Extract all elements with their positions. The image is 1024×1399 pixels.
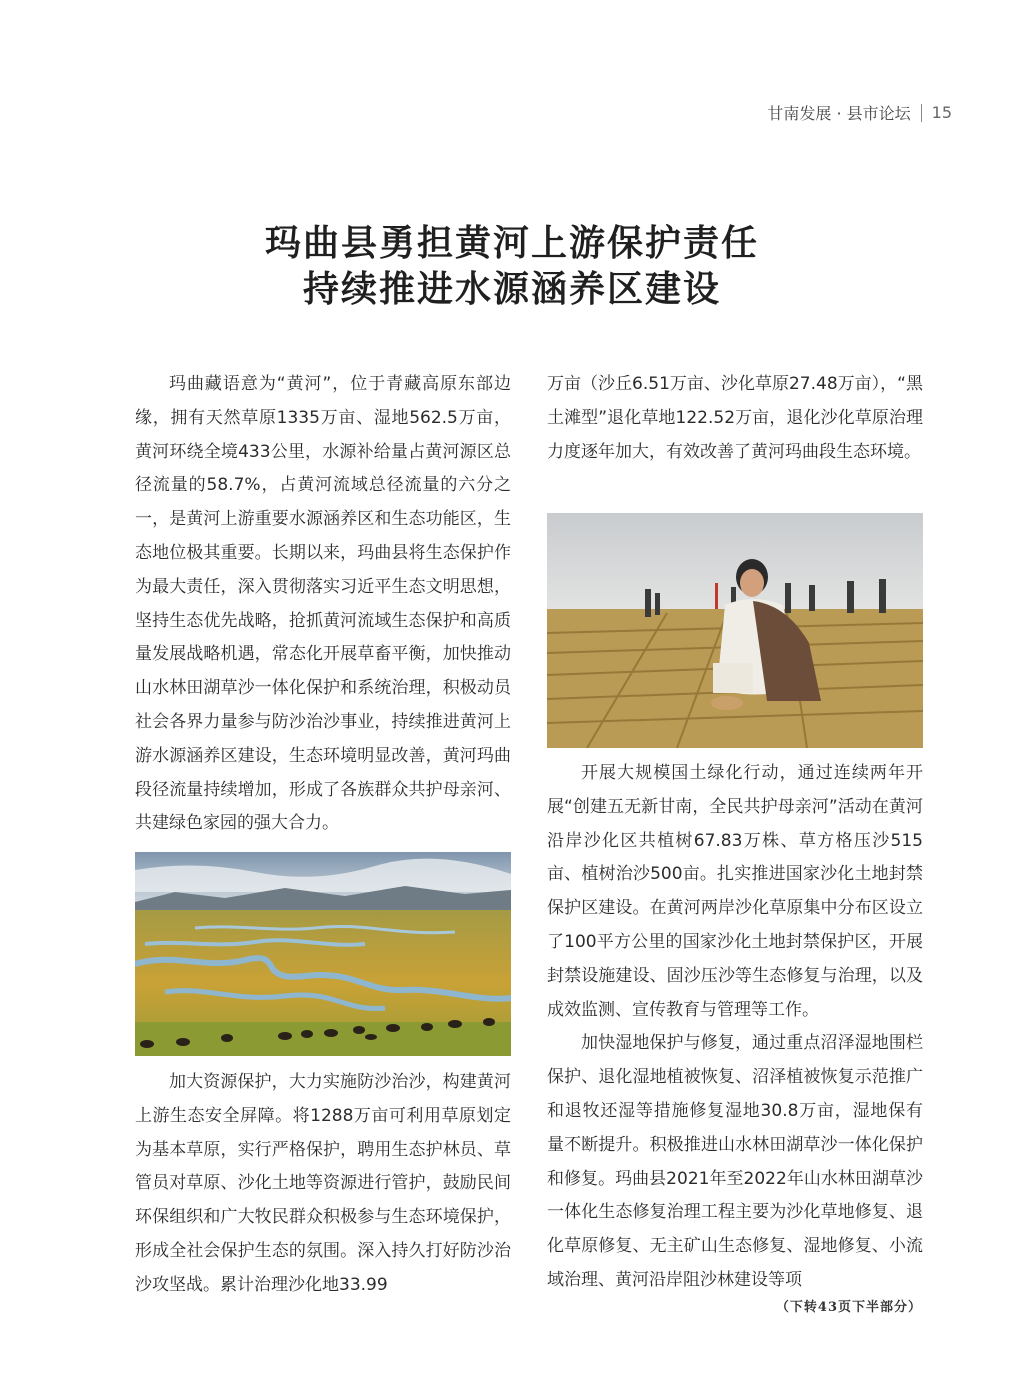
- wetland-river-photo: [135, 852, 511, 1056]
- paragraph-intro: 玛曲藏语意为“黄河”，位于青藏高原东部边缘，拥有天然草原1335万亩、湿地562.5万亩，黄河环绕全境433公里，水源补给量占黄河源区总径流量的58.7%，占黄河流域总径流量的六分之一，是黄河上游重要水源涵养区和生态功能区，生态地位极其重要。长期以来，玛曲县将生态保护作为最大责任，深入贯彻落实习近平生态文明思想，坚持生态优先战略，抢抓黄河流域生态保护和高质量发展战略机遇，常态化开展草畜平衡，加快推动山水林田湖草沙一体化保护和系统治理，积极动员社会各界力量参与防沙治沙事业，持续推进黄河上游水源涵养区建设，生态环境明显改善，黄河玛曲段径流量持续增加，形成了各族群众共护母亲河、共建绿色家园的强大合力。: [135, 374, 511, 834]
- grass-planting-photo: [547, 513, 923, 748]
- title-line-2: 持续推进水源涵养区建设: [302, 268, 721, 310]
- page-number: 15: [931, 103, 952, 122]
- article-title: [0, 220, 1024, 312]
- running-title: 甘南发展 · 县市论坛: [767, 104, 911, 123]
- left-column-bottom: [135, 1066, 511, 1303]
- continued-note: （下转43页下半部分）: [775, 1300, 922, 1315]
- right-column-bottom: [547, 757, 923, 1298]
- paragraph-continued: 万亩（沙丘6.51万亩、沙化草原27.48万亩），“黑土滩型”退化草地122.52万亩，退化沙化草原治理力度逐年加大，有效改善了黄河玛曲段生态环境。: [547, 374, 923, 462]
- right-column-top: [547, 368, 923, 469]
- running-header: [767, 101, 952, 124]
- header-divider: [921, 104, 922, 122]
- paragraph-resource-protection: 加大资源保护，大力实施防沙治沙，构建黄河上游生态安全屏障。将1288万亩可利用草原划定为基本草原，实行严格保护，聘用生态护林员、草管员对草原、沙化土地等资源进行管护，鼓励民间环保组织和广大牧民群众积极参与生态环境保护，形成全社会保护生态的氛围。深入持久打好防沙治沙攻坚战。累计治理沙化地33.99: [135, 1072, 511, 1295]
- title-line-1: 玛曲县勇担黄河上游保护责任: [264, 222, 759, 264]
- paragraph-greening: 开展大规模国土绿化行动，通过连续两年开展“创建五无新甘南，全民共护母亲河”活动在黄河沿岸沙化区共植树67.83万株、草方格压沙515亩、植树治沙500亩。扎实推进国家沙化土地封禁保护区建设。在黄河两岸沙化草原集中分布区设立了100平方公里的国家沙化土地封禁保护区，开展封禁设施建设、固沙压沙等生态修复与治理，以及成效监测、宣传教育与管理等工作。: [547, 763, 923, 1020]
- left-column-top: [135, 368, 511, 841]
- paragraph-wetland: 加快湿地保护与修复，通过重点沼泽湿地围栏保护、退化湿地植被恢复、沼泽植被恢复示范推广和退牧还湿等措施修复湿地30.8万亩，湿地保有量不断提升。积极推进山水林田湖草沙一体化保护和修复。玛曲县2021年至2022年山水林田湖草沙一体化生态修复治理工程主要为沙化草地修复、退化草原修复、无主矿山生态修复、湿地修复、小流域治理、黄河沿岸阻沙林建设等项: [547, 1033, 923, 1290]
